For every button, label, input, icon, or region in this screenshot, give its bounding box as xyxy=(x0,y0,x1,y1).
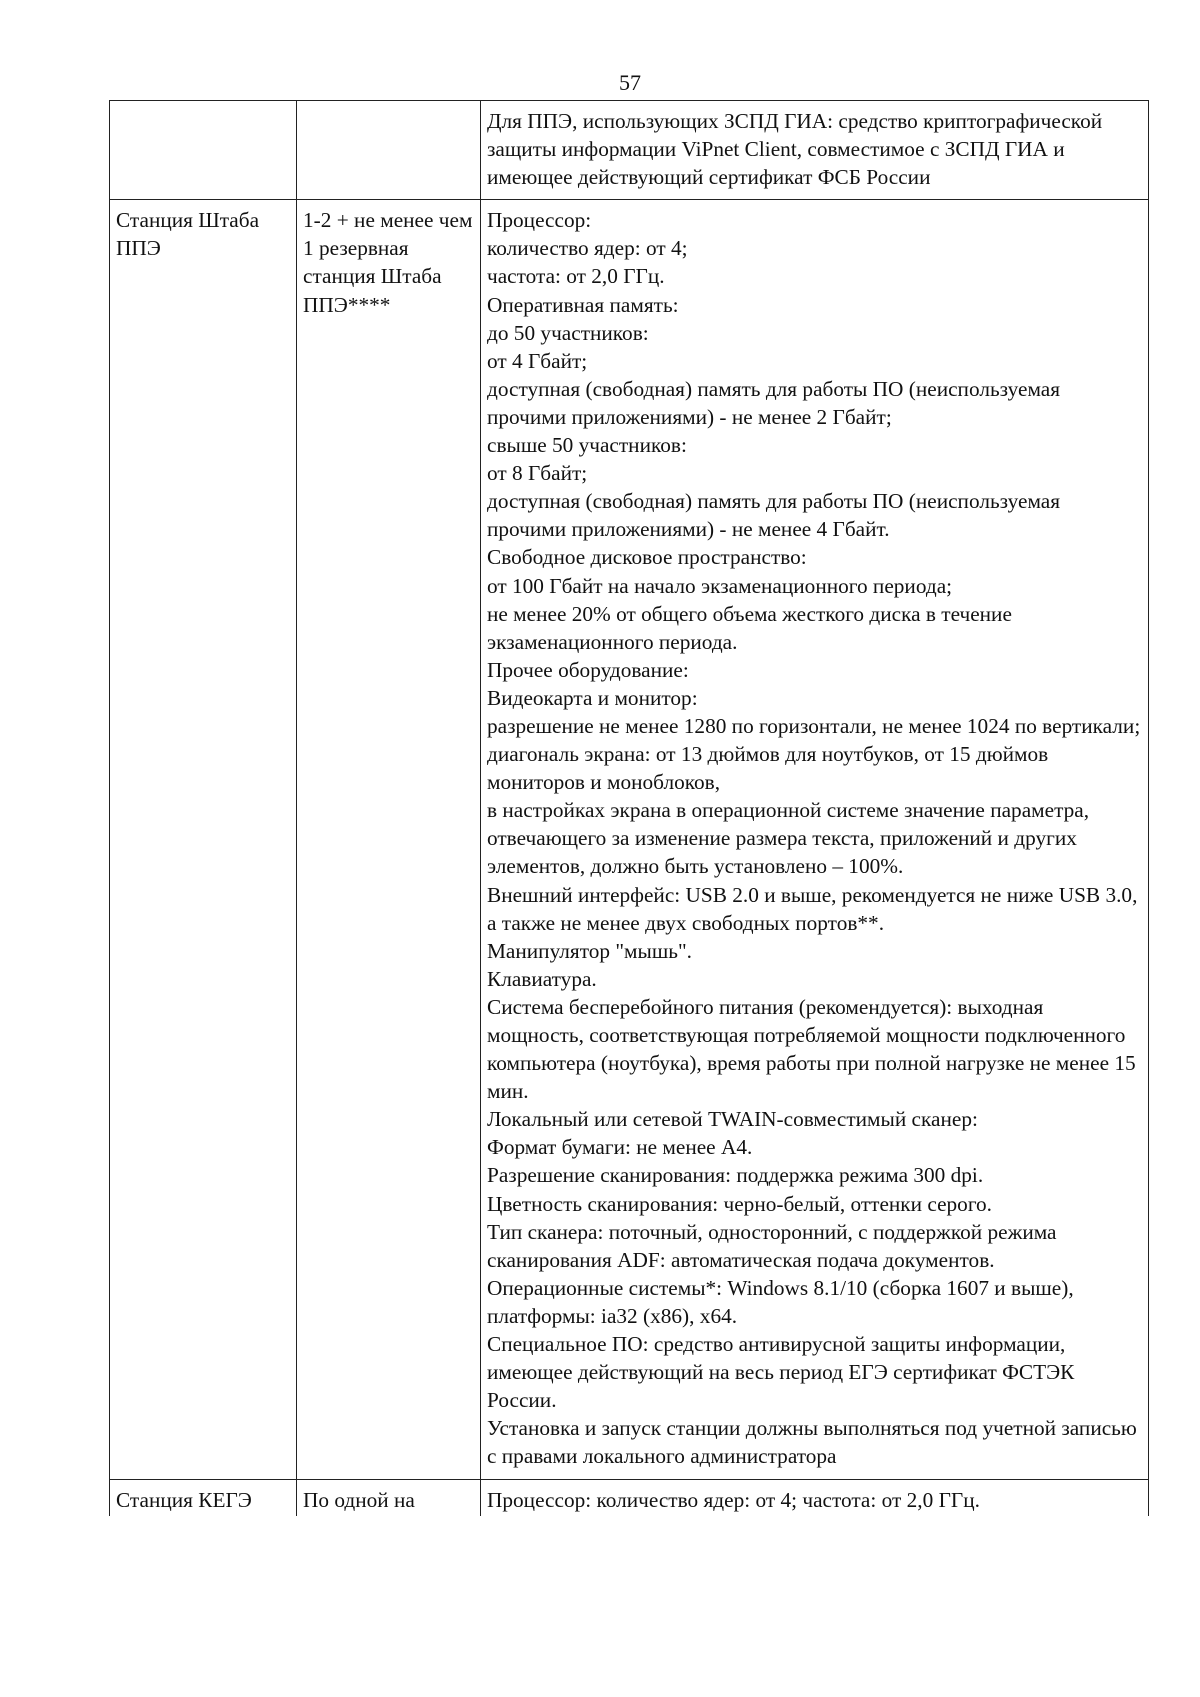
station-name-cell: Станция Штаба ППЭ xyxy=(110,200,297,1479)
requirement-line: Операционные системы*: Windows 8.1/10 (сборка 1607 и выше), платформы: ia32 (x86), x64. xyxy=(487,1275,1074,1328)
requirements-cell xyxy=(481,101,1149,200)
requirement-line: разрешение не менее 1280 по горизонтали, не менее 1024 по вертикали; xyxy=(487,713,1141,738)
requirement-line: количество ядер: от 4; xyxy=(487,236,688,261)
table-row xyxy=(110,101,1149,200)
requirement-line: доступная (свободная) память для работы ПО (неиспользуемая прочими приложениями) - не менее 4 Гбайт. xyxy=(487,489,1061,542)
requirement-line: Оперативная память: xyxy=(487,292,679,317)
requirement-line: Внешний интерфейс: USB 2.0 и выше, рекомендуется не ниже USB 3.0, а также не менее двух свободных портов**. xyxy=(487,882,1138,935)
requirement-line: Видеокарта и монитор: xyxy=(487,685,698,710)
requirement-line: Разрешение сканирования: поддержка режима 300 dpi. xyxy=(487,1163,984,1188)
station-name-cell: Станция КЕГЭ xyxy=(110,1479,297,1516)
requirement-line: Манипулятор "мышь". xyxy=(487,938,692,963)
requirement-line: Для ППЭ, использующих ЗСПД ГИА: средство криптографической защиты информации ViPnet Client, совместимое с ЗСПД ГИА и имеющее действующий сертификат ФСБ России xyxy=(487,109,1103,190)
requirements-cell xyxy=(481,200,1149,1479)
requirement-line: до 50 участников: xyxy=(487,320,649,345)
requirement-line: Свободное дисковое пространство: xyxy=(487,545,807,570)
requirement-line: Прочее оборудование: xyxy=(487,657,689,682)
requirement-line: Тип сканера: поточный, односторонний, с поддержкой режима сканирования ADF: автоматическая подача документов. xyxy=(487,1219,1057,1272)
station-name-cell xyxy=(110,101,297,200)
requirement-line: Локальный или сетевой TWAIN-совместимый сканер: xyxy=(487,1107,978,1132)
requirement-line: Специальное ПО: средство антивирусной защиты информации, имеющее действующий на весь период ЕГЭ сертификат ФСТЭК России. xyxy=(487,1332,1075,1413)
requirement-line: частота: от 2,0 ГГц. xyxy=(487,264,665,289)
requirement-line: Система бесперебойного питания (рекомендуется): выходная мощность, соответствующая потребляемой мощности подключенного компьютера (ноутбука), время работы при полной нагрузке не менее 15 мин. xyxy=(487,994,1136,1104)
requirement-line: в настройках экрана в операционной системе значение параметра, отвечающего за изменение размера текста, приложений и других элементов, должно быть установлено – 100%. xyxy=(487,798,1090,879)
requirement-line: не менее 20% от общего объема жесткого диска в течение экзаменационного периода. xyxy=(487,601,1012,654)
requirement-line: свыше 50 участников: xyxy=(487,433,687,458)
requirement-line: доступная (свободная) память для работы ПО (неиспользуемая прочими приложениями) - не менее 2 Гбайт; xyxy=(487,376,1061,429)
requirements-table xyxy=(109,100,1149,1516)
requirements-cell xyxy=(481,1479,1149,1516)
requirement-line: Формат бумаги: не менее А4. xyxy=(487,1135,753,1160)
requirement-line: диагональ экрана: от 13 дюймов для ноутбуков, от 15 дюймов мониторов и моноблоков, xyxy=(487,742,1049,795)
requirement-line: Процессор: xyxy=(487,208,592,233)
table-row xyxy=(110,200,1149,1479)
requirement-line: от 100 Гбайт на начало экзаменационного периода; xyxy=(487,573,953,598)
requirement-line: Клавиатура. xyxy=(487,966,597,991)
table-row xyxy=(110,1479,1149,1516)
requirement-line: Процессор: количество ядер: от 4; частота: от 2,0 ГГц. xyxy=(487,1487,980,1512)
requirement-line: Установка и запуск станции должны выполняться под учетной записью с правами локального администратора xyxy=(487,1416,1137,1469)
requirement-line: от 8 Гбайт; xyxy=(487,461,588,486)
station-count-cell: 1-2 + не менее чем 1 резервная станция Штаба ППЭ**** xyxy=(297,200,481,1479)
requirement-line: Цветность сканирования: черно-белый, оттенки серого. xyxy=(487,1191,993,1216)
station-count-cell xyxy=(297,101,481,200)
requirement-line: от 4 Гбайт; xyxy=(487,348,588,373)
page-number: 57 xyxy=(619,70,641,95)
station-count-cell: По одной на xyxy=(297,1479,481,1516)
